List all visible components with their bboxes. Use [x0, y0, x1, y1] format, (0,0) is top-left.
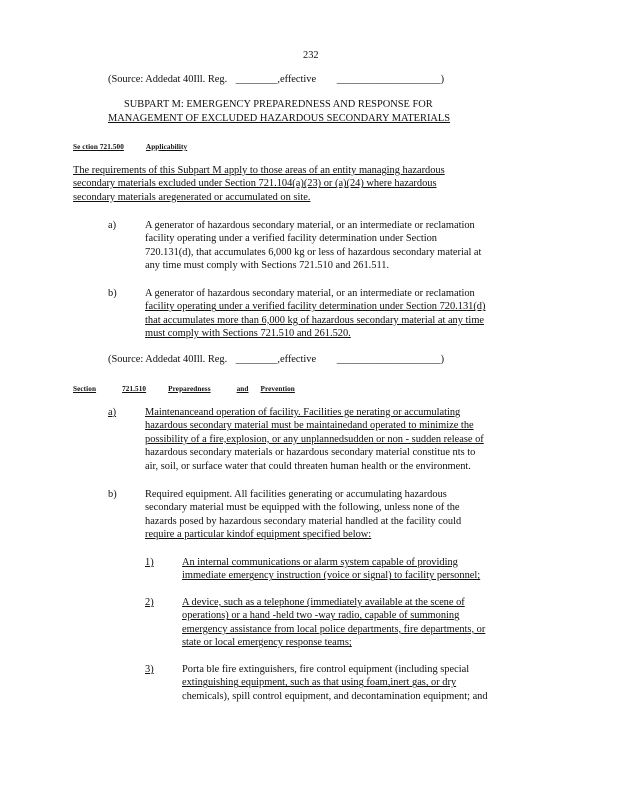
section-500-label: Se ction 721.500 Applicability	[73, 143, 188, 151]
page-number: 232	[303, 50, 319, 61]
subpart-heading-line2: MANAGEMENT OF EXCLUDED HAZARDOUS SECONDARY MATERIALS	[108, 113, 451, 124]
intro-paragraph: The requirements of this Subpart M apply to those areas of an entity managing hazardous secondary materials excluded under Section 721.104(a)(23) or (a)(24) where hazardous secondary materials aregenerated or accumulated on site.	[73, 165, 445, 203]
section-510-label: Section 721.510 Preparedness and Prevention	[73, 385, 295, 393]
sub-1-paragraph: An internal communications or alarm system capable of providing immediate emergency instruction (voice or signal) to facility personnel;	[182, 557, 481, 582]
sub-2-label: 2)	[145, 597, 154, 608]
item-a-label: a)	[108, 220, 117, 231]
item-a-paragraph: A generator of hazardous secondary material, or an intermediate or reclamation facility operating under a verified facility determination under Section 720.131(d), that accumulates 6,000 kg or less of hazardous secondary material at any time must comply with Sections 721.510 and 261.511.	[145, 220, 482, 272]
item-b-paragraph: A generator of hazardous secondary material, or an intermediate or reclamation facility operating under a verified facility determination under Section 720.131(d) that accumulates more than 6,000 kg of hazardous secondary material at any time must comply with Sections 721.510 and 261.520.	[145, 288, 486, 340]
subpart-heading-line1: SUBPART M: EMERGENCY PREPAREDNESS AND RESPONSE FOR	[124, 99, 433, 110]
prep-b-paragraph: Required equipment. All facilities generating or accumulating hazardous secondary material must be equipped with the following, unless none of the hazards posed by hazardous secondary material handled at the facility could require a particular kindof equipment specified below:	[145, 489, 462, 541]
prep-a-paragraph: Maintenanceand operation of facility. Facilities ge nerating or accumulating hazardous secondary material must be maintainedand operated to minimize the possibility of a fire,explosion, or any unplannedsudden or non - sudden release of hazardous secondary materials or hazardous secondary material constitue nts to air, soil, or surface water that could threaten human health or the environment.	[145, 407, 484, 472]
item-b-label: b)	[108, 288, 117, 299]
source-note-1: (Source: Addedat 40Ill. Reg. ________,effective ____________________)	[108, 74, 445, 85]
sub-2-paragraph: A device, such as a telephone (immediately available at the scene of operations) or a hand -held two -way radio, capable of summoning emergency assistance from local police departments, fire departments, or state or local emergency response teams;	[182, 597, 486, 649]
sub-3-paragraph: Porta ble fire extinguishers, fire control equipment (including special extinguishing equipment, such as that using foam,inert gas, or dry chemicals), spill control equipment, and decontamination equipment; and	[182, 664, 488, 702]
source-note-2: (Source: Addedat 40Ill. Reg. ________,effective ____________________)	[108, 354, 445, 365]
sub-1-label: 1)	[145, 557, 154, 568]
sub-3-label: 3)	[145, 664, 154, 675]
prep-b-label: b)	[108, 489, 117, 500]
prep-a-label: a)	[108, 407, 117, 418]
